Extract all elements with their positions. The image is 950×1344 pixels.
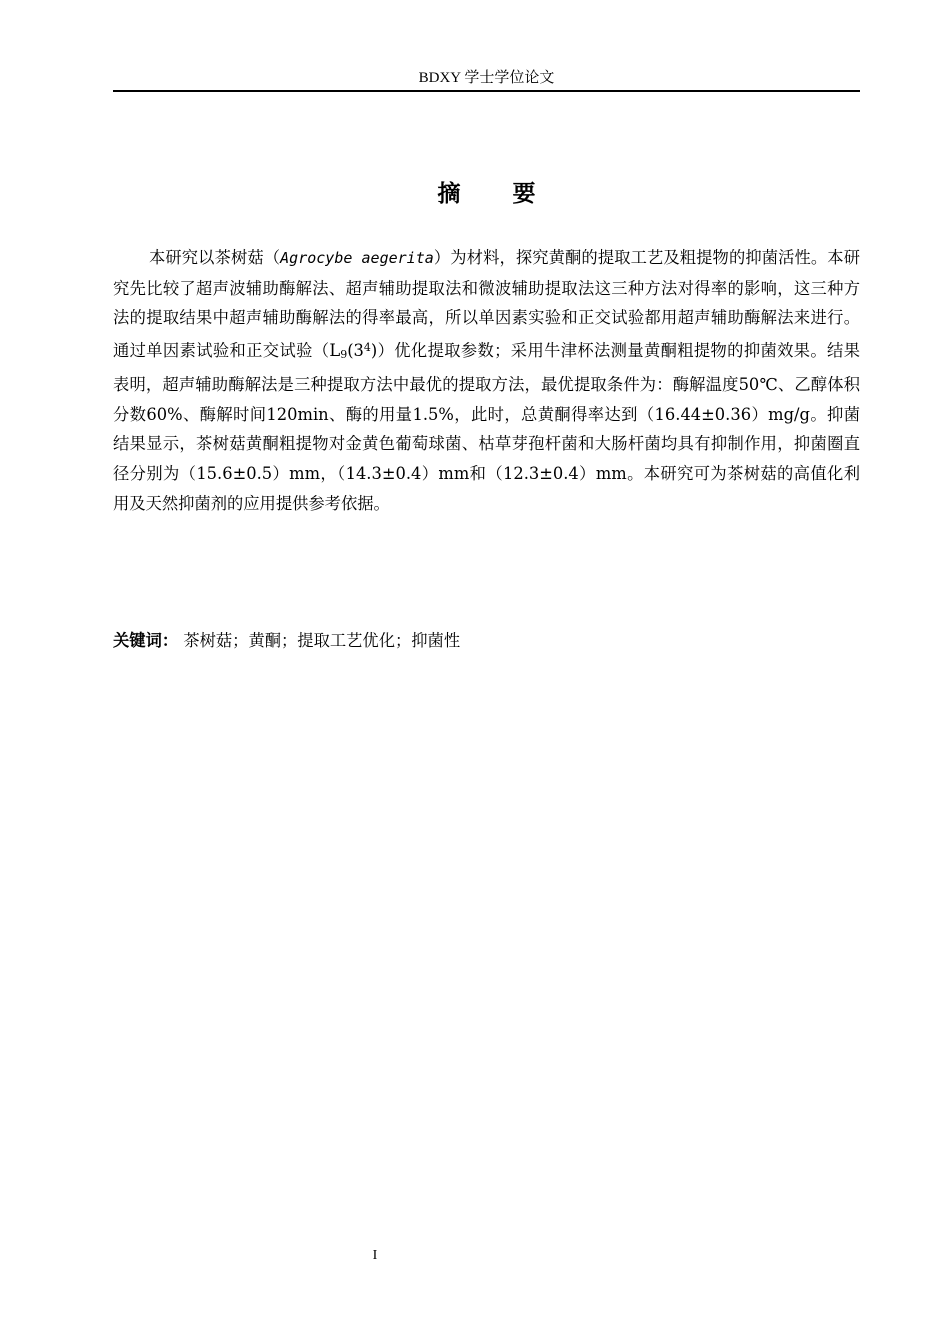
keywords-line — [113, 626, 860, 656]
abstract-text-part-4: )）优化提取参数；采用牛津杯法测量黄酮粗提物的抑菌效果。结果表明，超声辅助酶解法是三种提取方法中最优的提取方法，最优提取条件为：酶解温度50℃、乙醇体积分数60%、酶解时间120min、酶的用量1.5%，此时，总黄酮得率达到（16.44±0.36）mg/g。抑菌结果显示，茶树菇黄酮粗提物对金黄色葡萄球菌、枯草芽孢杆菌和大肠杆菌均具有抑制作用，抑菌圈直径分别为（15.6±0.5）mm，（14.3±0.4）mm和（12.3±0.4）mm。本研究可为茶树菇的高值化利用及天然抑菌剂的应用提供参考依据。 — [113, 341, 860, 513]
abstract-text-part-3: (3 — [347, 341, 364, 361]
species-latin-name: Agrocybe aegerita — [280, 249, 434, 267]
keywords-label: 关键词： — [113, 631, 179, 650]
abstract-text-part-2: ）为材料，探究黄酮的提取工艺及粗提物的抑菌活性。本研究先比较了超声波辅助酶解法、超声辅助提取法和微波辅助提取法这三种方法对得率的影响，这三种方法的提取结果中超声辅助酶解法的得率最高，所以单因素实验和正交试验都用超声辅助酶解法来进行。通过单因素试验和正交试验（L — [113, 248, 860, 361]
page-number: I — [372, 1248, 378, 1263]
abstract-title: 摘 要 — [437, 181, 558, 207]
keywords-text: 茶树菇；黄酮；提取工艺优化；抑菌性 — [178, 631, 461, 650]
abstract-paragraph — [113, 243, 860, 518]
abstract-text-part-1: 本研究以茶树菇（ — [149, 248, 281, 267]
orthogonal-superscript: 4 — [363, 341, 371, 355]
page-header: BDXY 学士学位论文 — [418, 70, 555, 86]
orthogonal-subscript: 9 — [340, 348, 348, 362]
header-rule — [113, 90, 860, 92]
